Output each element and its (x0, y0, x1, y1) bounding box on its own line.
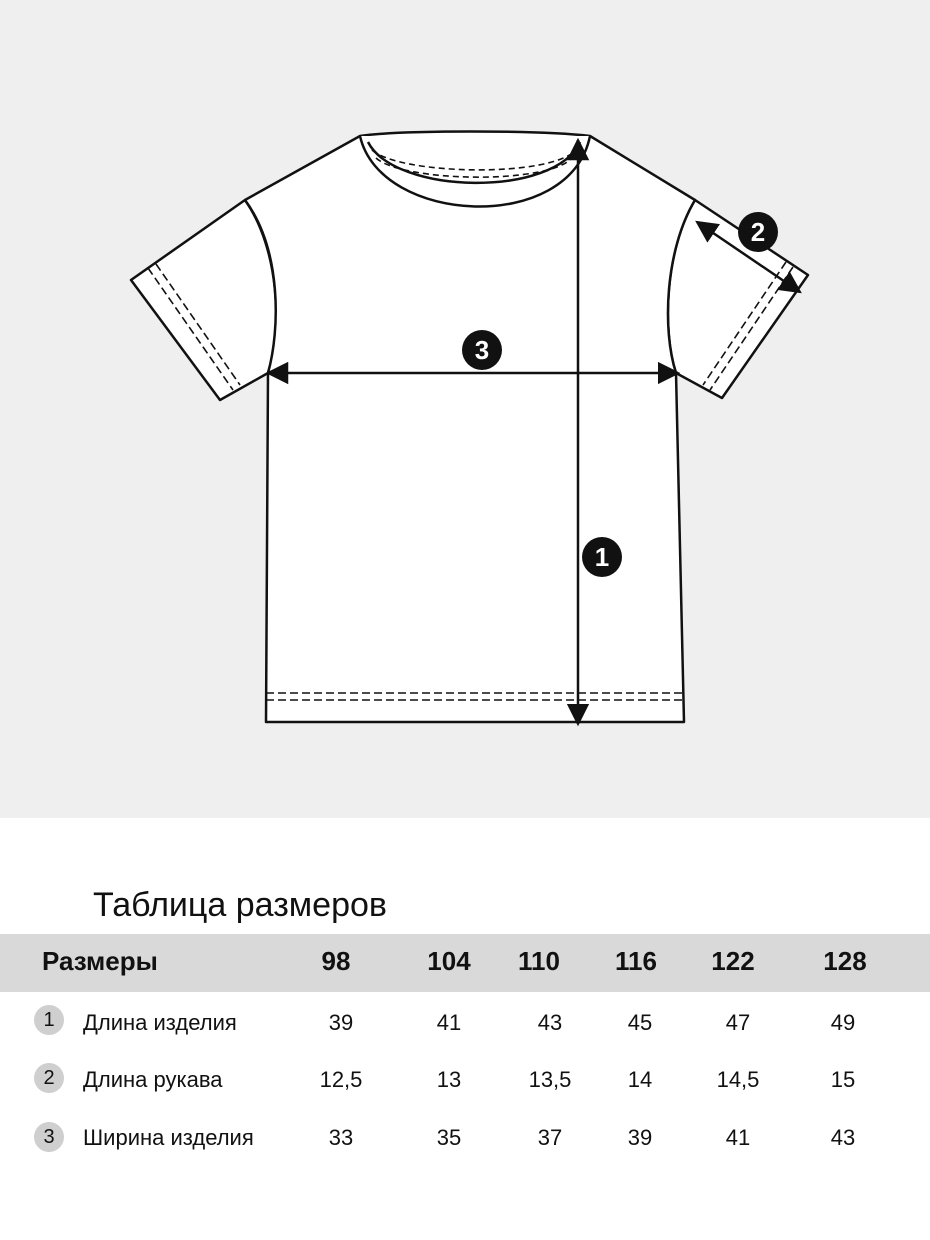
table-cell: 45 (627, 1010, 653, 1035)
marker-1-label: 1 (594, 542, 610, 572)
row-label-sleeve: Длина рукава (83, 1067, 223, 1092)
row-label-width: Ширина изделия (83, 1125, 254, 1150)
table-cell: 37 (537, 1125, 563, 1150)
row-number-badge: 3 (34, 1122, 64, 1152)
header-size-128: 128 (823, 946, 867, 976)
marker-3-label: 3 (474, 335, 490, 365)
table-cell: 39 (627, 1125, 653, 1150)
table-cell: 14,5 (716, 1067, 760, 1092)
table-cell: 43 (537, 1010, 563, 1035)
row-number-badge: 1 (34, 1005, 64, 1035)
marker-2-label: 2 (750, 217, 766, 247)
header-size-122: 122 (711, 946, 755, 976)
header-size-116: 116 (615, 946, 657, 976)
table-cell: 41 (725, 1125, 751, 1150)
header-size-98: 98 (321, 946, 351, 976)
table-cell: 15 (830, 1067, 856, 1092)
table-title: Таблица размеров (93, 886, 387, 924)
table-cell: 13 (436, 1067, 462, 1092)
table-cell: 41 (436, 1010, 462, 1035)
table-cell: 35 (436, 1125, 462, 1150)
table-cell: 12,5 (319, 1067, 363, 1092)
table-cell: 13,5 (528, 1067, 572, 1092)
table-cell: 33 (328, 1125, 354, 1150)
table-cell: 39 (328, 1010, 354, 1035)
table-cell: 49 (830, 1010, 856, 1035)
header-size-110: 110 (518, 946, 560, 976)
marker-3 (462, 330, 502, 370)
header-label: Размеры (42, 946, 158, 976)
tshirt-outline (131, 132, 808, 723)
table-cell: 47 (725, 1010, 751, 1035)
table-cell: 14 (627, 1067, 653, 1092)
header-size-104: 104 (427, 946, 471, 976)
marker-1 (582, 537, 622, 577)
table-cell: 43 (830, 1125, 856, 1150)
row-number-badge: 2 (34, 1063, 64, 1093)
marker-2 (738, 212, 778, 252)
row-label-length: Длина изделия (83, 1010, 237, 1035)
